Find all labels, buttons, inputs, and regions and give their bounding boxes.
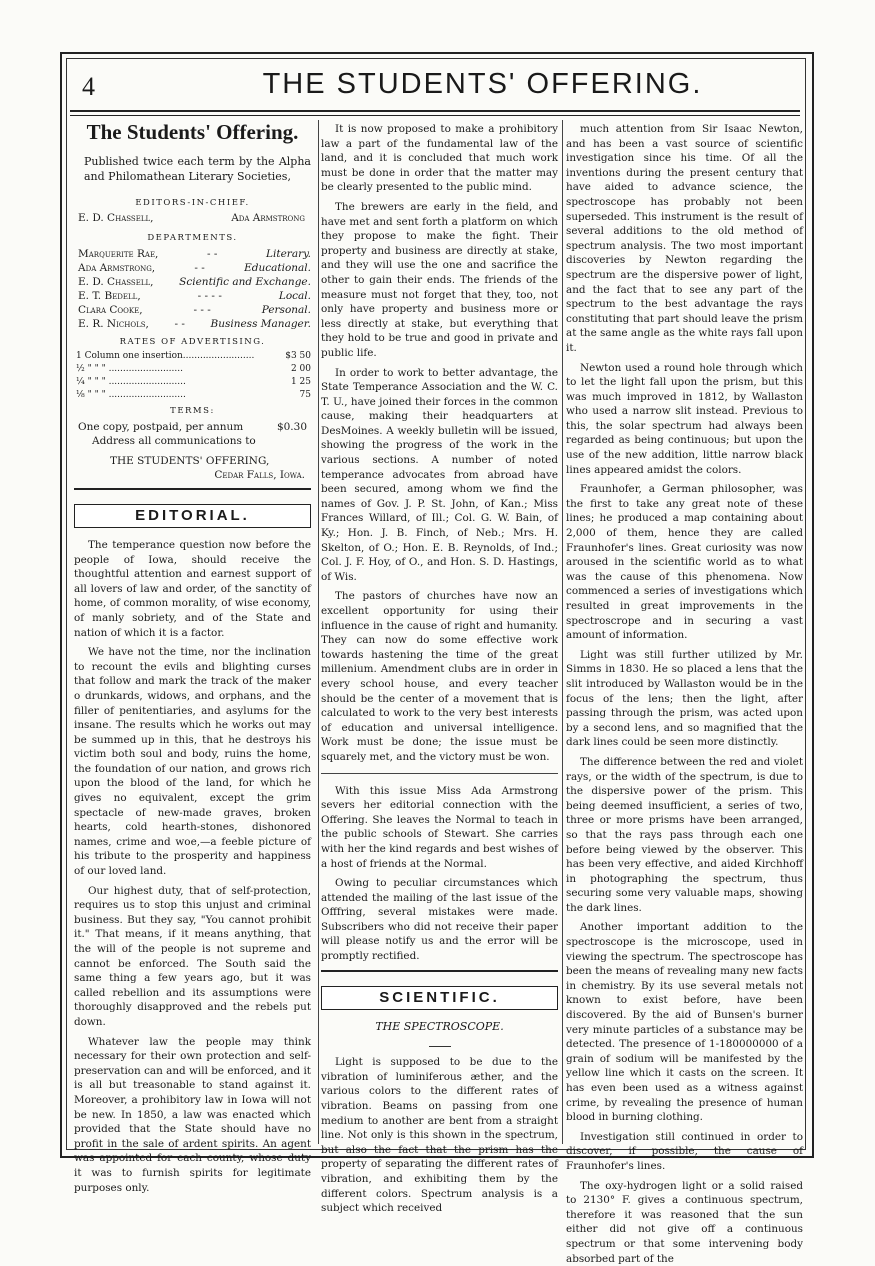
- rate-label: ½ " " " ..........................: [76, 364, 183, 375]
- editorial-paragraph: Whatever law the people may think necessary for their own protection and self-preservation can and will be enforced, and it is all but treasonable to stand against it. Moreover, a prohibitory law in Iowa will not be new. In 1850, a law was enacted which provided that the State should have no profit in the sale of ardent spirits. An agent was appointed for each county, whose duty it was to furnish spirits for legitimate purposes only.: [74, 1035, 311, 1194]
- department-role: Personal.: [261, 303, 311, 316]
- page-number: 4: [82, 72, 95, 101]
- article-paragraph: The difference between the red and violet rays, or the width of the spectrum, is due to the dispersive power of the prism. This being deemed insufficient, a series of two, three or more prisms have been arranged, so that the rays pass through each one before being viewed by the observer. This has been very effective, and aided Kirchhoff in photographing the spectrum, thus securing some very valuable maps, showing the dark lines.: [566, 755, 803, 914]
- rate-row: [74, 389, 311, 402]
- editor-name: E. D. Chassell,: [78, 212, 154, 225]
- department-dots: - -: [207, 247, 218, 260]
- department-role: Local.: [278, 289, 311, 302]
- header-rule: [70, 110, 800, 116]
- editor-name: Ada Armstrong: [231, 212, 305, 225]
- article-paragraph: much attention from Sir Isaac Newton, and has been a vast source of scientific investigation since his time. Of all the inventions during the present century that have aided to advance science, the spectroscope has probably not been superseded. This instrument is the result of several additions to the old method of spectrum analysis. The two most important discoveries by Newton regarding the spectrum are the dispersive power of light, and the fact that to see any part of the spectrum to the best advantage the rays constituting that part should leave the prism at the same angle as the white rays fall upon it.: [566, 123, 803, 354]
- article-paragraph: Fraunhofer, a German philosopher, was the first to take any great note of these lines; he produced a map containing about 2,000 of them, hence they are called Fraunhofer's lines. Great curiosity was now aroused in the scientific world as to what was the cause of this phenomena. Now commenced a series of investigations which resulted in great improvements in the spectroscrope and in securing a vast amount of information.: [566, 483, 803, 642]
- article-paragraph: Light was still further utilized by Mr. Simms in 1830. He so placed a lens that the slit introduced by Wallaston would be in the focus of the lens; then the light, after passing through the prism, was acted upon by a second lens, and so magnified that the dark lines could be seen more distinctly.: [566, 648, 803, 749]
- editorial-body: [74, 538, 311, 1195]
- article-paragraph: The brewers are early in the field, and have met and sent forth a platform on which they propose to make the fight. Their property and business are directly at stake, and they will use the one and sacrifice the other to gain their ends. The friends of the measure must not forget that they, too, not only have property and business more or less directly at stake, but everything that they hold to be true and good in private and public life.: [321, 200, 558, 359]
- publication-info: Published twice each term by the Alpha and Philomathean Literary Societies,: [84, 154, 311, 183]
- department-name: Ada Armstrong,: [78, 261, 156, 274]
- column-divider: [562, 120, 563, 1144]
- department-row: [74, 261, 311, 275]
- department-role: Business Manager.: [210, 317, 311, 330]
- spectroscope-paragraph: Light is supposed to be due to the vibration of luminiferous æther, and the various colors to the different rates of vibration. Beams on passing from one medium to another are bent from a straight line. Not only is this shown in the spectrum, but also the fact that the prism has the property of separating the different rates of vibration, and exhibiting them by the different colors. Spectrum analysis is a subject which received: [321, 1056, 558, 1215]
- temperance-article: [321, 122, 558, 765]
- rate-price: $3 50: [285, 351, 311, 362]
- terms-line: One copy, postpaid, per annum: [78, 420, 244, 433]
- department-name: E. T. Bedell,: [78, 289, 141, 302]
- running-title: [0, 68, 875, 101]
- department-row: [74, 303, 311, 317]
- article-title: THE SPECTROSCOPE.: [375, 1019, 504, 1033]
- department-row: [74, 247, 311, 261]
- department-role: Educational.: [244, 261, 311, 274]
- department-row: [74, 275, 311, 289]
- article-paragraph: The oxy-hydrogen light or a solid raised to 2130° F. gives a continuous spectrum, therefore it was reasoned that the sun either did not give off a continuous spectrum or that some intervening body absorbed part of the: [566, 1179, 803, 1265]
- terms-row: [74, 420, 311, 434]
- rates-list: [74, 350, 311, 402]
- department-dots: - -: [174, 317, 185, 330]
- article-paragraph: In order to work to better advantage, the State Temperance Association and the W. C. T. U., have joined their forces in the common cause, making their headquarters at DesMoines. A weekly bulletin will be issued, showing the progress of the work in the various sections. A number of noted temperance advocates from abroad have been secured, among whom we find the names of Gov. J. P. St. John, of Kan.; Miss Frances Willard, of Ill.; Col. G. W. Bain, of Ky.; Hon. J. B. Finch, of Neb.; Mrs. H. Skelton, of O.; Hon. E. B. Reynolds, of Ind.; Col. J. F. Hoy, of O., and Hon. S. D. Hastings, of Wis.: [321, 366, 558, 583]
- departments-heading: DEPARTMENTS.: [147, 233, 238, 244]
- scientific-banner: SCIENTIFIC.: [321, 986, 558, 1010]
- article-paragraph: Investigation still continued in order to discover, if possible, the cause of Fraunhofer's lines.: [566, 1130, 803, 1172]
- rate-label: 1 Column one insertion.........................: [76, 351, 255, 362]
- rate-row: [74, 376, 311, 389]
- editors-heading: EDITORS-IN-CHIEF.: [135, 197, 250, 208]
- rate-price: 1 25: [290, 377, 311, 388]
- column-3: [566, 122, 803, 1265]
- article-paragraph: Another important addition to the spectroscope is the microscope, used in viewing the spectrum. The spectroscope has been the means of revealing many new facts in chemistry. By its use several metals not known to exist before, have been discovered. By the aid of Bunsen's burner very minute particles of a substance may be detected. The presence of 1-180000000 of a grain of sodium will be manifested by the yellow line which it casts on the screen. It has even been used as a witness against crime, by revealing the presence of human blood in burning clothing.: [566, 921, 803, 1124]
- article-paragraph: Newton used a round hole through which to let the light fall upon the prism, but this was much improved in 1812, by Wallaston who used a narrow slit instead. Previous to this, the solar spectrum had always been regarded as being continuous; but upon the use of the new addition, little narrow black lines appeared amidst the colors.: [566, 361, 803, 476]
- spectroscope-continued: [566, 122, 803, 1266]
- department-dots: - - - -: [197, 289, 222, 302]
- editorial-section: [74, 488, 311, 528]
- department-row: [74, 317, 311, 331]
- editors-row: [74, 211, 311, 225]
- rate-row: [74, 350, 311, 363]
- department-role: Literary.: [266, 247, 311, 260]
- address-city: Cedar Falls, Iowa.: [214, 468, 305, 481]
- department-role: Scientific and Exchange.: [179, 275, 311, 288]
- address-name: THE STUDENTS' OFFERING,: [110, 454, 270, 467]
- department-dots: - - -: [193, 303, 211, 316]
- rate-price: 2 00: [290, 364, 311, 375]
- column-divider: [318, 120, 319, 1144]
- rate-row: [74, 363, 311, 376]
- department-name: Marquerite Rae,: [78, 247, 159, 260]
- article-paragraph: The pastors of churches have now an excellent opportunity for using their influence in the cause of right and humanity. They can now do some effective work towards hastening the time of the great millenium. Amendment clubs are in order in every school house, and every teacher should be the center of a movement that is calculated to work to the very best interests of education and universal intelligence. Work must be done; the issue must be squarely met, and the victory must be won.: [321, 590, 558, 763]
- terms-heading: TERMS:: [170, 406, 215, 417]
- department-name: E. D. Chassell,: [78, 275, 154, 288]
- department-dots: - -: [194, 261, 205, 274]
- rate-label: ¼ " " " ...........................: [76, 377, 186, 388]
- notice-armstrong: With this issue Miss Ada Armstrong severs her editorial connection with the Offering. She leaves the Normal to teach in the public schools of Stewart. She carries with her the kind regards and best wishes of a host of friends at the Normal.: [321, 784, 558, 870]
- rate-label: ⅛ " " " ...........................: [76, 390, 186, 401]
- departments-list: [74, 247, 311, 331]
- editorial-paragraph: Our highest duty, that of self-protection, requires us to stop this unjust and criminal business. But they say, "You cannot prohibit it." That means, if it means anything, that the will of the people is not supreme and cannot be enforced. The South said the same thing a few years ago, but it was called rebellion and its assumptions were thoroughly disapproved and the rebels put down.: [74, 884, 311, 1028]
- column-2: [321, 122, 558, 1215]
- separator-rule: [321, 773, 558, 774]
- editorial-paragraph: The temperance question now before the people of Iowa, should receive the thoughtful attention and earnest support of all lovers of law and order, of the sanctity of home, of common morality, of wise economy, of manly sobriety, and of the State and nation of which it is a factor.: [74, 538, 311, 639]
- title-rule: [429, 1046, 451, 1047]
- terms-price: $0.30: [276, 420, 307, 433]
- masthead-title: The Students' Offering.: [86, 120, 299, 144]
- rate-price: 75: [299, 390, 311, 401]
- editorial-paragraph: We have not the time, nor the inclination to recount the evils and blighting curses that follow and mark the track of the maker o drunkards, widows, and orphans, and the filler of penitentiaries, and asylums for the insane. The results which he works out may be summed up in this, that he destroys his victim both soul and body, ruins the home, the foundation of our nation, and grows rich upon the blood of the land, for which he gives no equivalent, except the grim spectacle of new-made graves, broken hearts, cold hearth-stones, dishonored names, crime and woe,—a feeble picture of his tribute to the prosperity and happiness of our loved land.: [74, 646, 311, 878]
- running-title-text: THE STUDENTS' OFFERING.: [262, 68, 703, 100]
- column-1: [74, 120, 311, 1194]
- editorial-banner: EDITORIAL.: [74, 504, 311, 528]
- rates-heading: RATES OF ADVERTISING.: [119, 336, 266, 347]
- department-row: [74, 289, 311, 303]
- scientific-section: [321, 970, 558, 1010]
- article-paragraph: It is now proposed to make a prohibitory law a part of the fundamental law of the land, and it is concluded that much work must be done in order that the matter may be clearly presented to the public mind.: [321, 123, 558, 194]
- department-name: E. R. Nichols,: [78, 317, 149, 330]
- notice-mailing: Owing to peculiar circumstances which attended the mailing of the last issue of the Offfring, several mistakes were made. Subscribers who did not receive their paper will please notify us and the error will be promptly rectified.: [321, 877, 558, 963]
- department-name: Clara Cooke,: [78, 303, 143, 316]
- address-line: Address all communications to: [92, 434, 256, 447]
